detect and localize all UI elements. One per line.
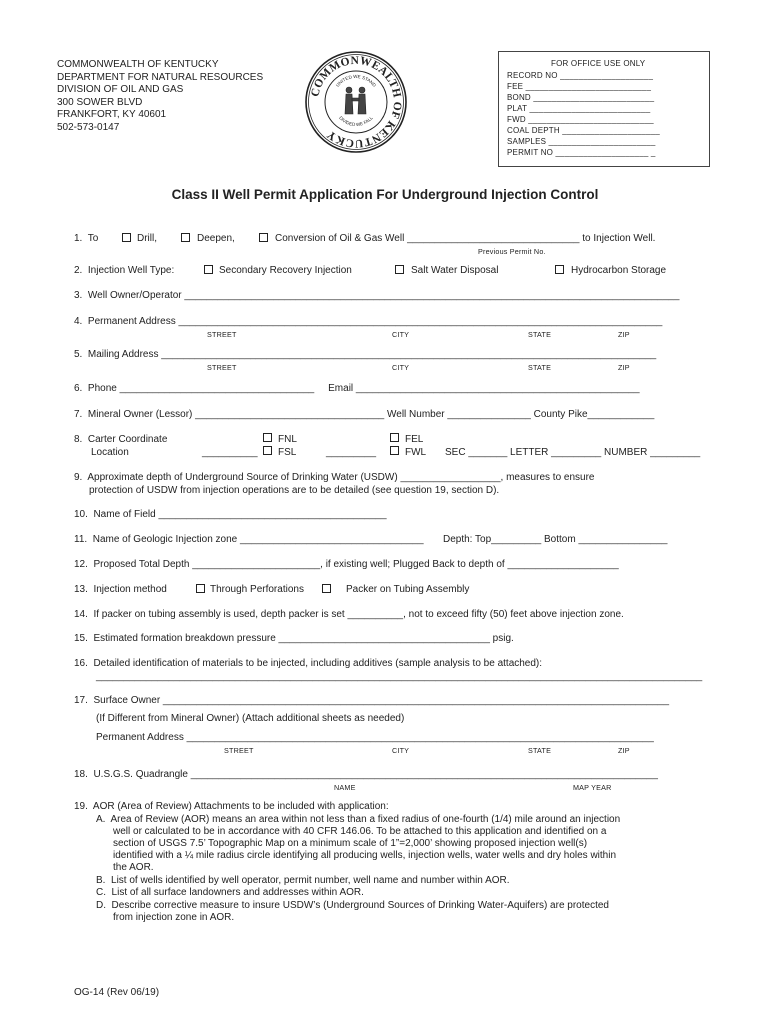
agency-line: 502-573-0147 [57,122,120,133]
svg-text:DIVIDED WE FALL [338,115,374,127]
mineral-owner-text: 7. Mineral Owner (Lessor) __________________________________ Well Number _______________ County [74,409,569,420]
aor-intro: 19. AOR (Area of Review) Attachments to be included with application: [74,801,389,812]
agency-line: DEPARTMENT FOR NATURAL RESOURCES [57,72,264,83]
aor-item-a-line: identified with a ¼ mile radius circle identifying all producing wells, injection wells, water wells and dry holes within [113,850,617,861]
sec-letter-number-field[interactable]: SEC _______ LETTER _________ NUMBER _________ [445,447,701,458]
agency-line: FRANKFORT, KY 40601 [57,109,167,120]
agency-line: COMMONWEALTH OF KENTUCKY [57,59,219,70]
materials-label: 16. Detailed identification of materials to be injected, including additives (sample analysis to be attached): [74,658,543,669]
street-caption: STREET [224,746,254,755]
svg-text:COMMONWEALTH OF KENTUCKY [309,55,403,149]
injection-method-label: 13. Injection method [74,584,167,595]
office-use-box [498,51,710,167]
coal-depth-field: COAL DEPTH _____________________ [507,126,660,135]
conversion-checkbox[interactable] [259,233,268,242]
kentucky-seal [304,50,408,154]
fnl-checkbox[interactable] [263,433,272,442]
hydrocarbon-checkbox[interactable] [555,265,564,274]
previous-permit-caption: Previous Permit No. [478,247,546,256]
q1-label: 1. To [74,233,99,244]
phone-email-field[interactable]: 6. Phone ___________________________________ Email ___________________________________________________ [74,383,640,394]
quadrangle-field[interactable]: 18. U.S.G.S. Quadrangle ____________________________________________________________________________________ [74,769,658,780]
seal-motto-top: UNITED WE STAND [334,73,378,88]
salt-water-checkbox[interactable] [395,265,404,274]
zip-caption: ZIP [618,363,630,372]
packer-checkbox[interactable] [322,584,331,593]
aor-item-c: C. List of all surface landowners and addresses within AOR. [96,887,364,898]
form-number: OG-14 (Rev 06/19) [74,987,160,998]
fsl-checkbox[interactable] [263,446,272,455]
county-tail: ____________ [587,409,655,420]
aor-item-a-line: well or calculated to be in accordance with 40 CFR 146.06. To be attached to this application and identified on a [113,826,607,837]
agency-line: 300 SOWER BLVD [57,97,143,108]
fnl-fsl-blank[interactable]: __________ [202,447,258,458]
total-depth-field[interactable]: 12. Proposed Total Depth _______________________, if existing well; Plugged Back to depth of ____________________ [74,559,619,570]
surface-owner-note: (If Different from Mineral Owner) (Attach additional sheets as needed) [96,713,405,724]
surface-owner-address-field[interactable]: Permanent Address ____________________________________________________________________________________ [96,732,654,743]
aor-item-d: D. Describe corrective measure to insure USDW’s (Underground Sources of Drinking Water-Aquifers) are protected [96,900,609,911]
permit-no-field: PERMIT NO ____________________ _ [507,148,656,157]
secondary-recovery-checkbox[interactable] [204,265,213,274]
mineral-owner-field[interactable] [74,409,654,421]
perforations-checkbox[interactable] [196,584,205,593]
drill-checkbox[interactable] [122,233,131,242]
permanent-address-field[interactable]: 4. Permanent Address _______________________________________________________________________________________ [74,316,663,327]
street-caption: STREET [207,330,237,339]
fwd-field: FWD ___________________________ [507,115,654,124]
well-owner-field[interactable]: 3. Well Owner/Operator _________________________________________________________________________________________ [74,290,680,301]
fsl-label: FSL [278,447,297,458]
zip-caption: ZIP [618,330,630,339]
state-caption: STATE [528,363,552,372]
packer-depth-field[interactable]: 14. If packer on tubing assembly is used, depth packer is set __________, not to exceed fifty (50) feet above injection zone. [74,609,624,620]
svg-text:UNITED WE STAND [335,74,378,88]
packer-label: Packer on Tubing Assembly [346,584,470,595]
carter-coordinate-label: 8. Carter Coordinate [74,434,168,445]
samples-field: SAMPLES _______________________ [507,137,656,146]
field-name-field[interactable]: 10. Name of Field _________________________________________ [74,509,387,520]
fel-fwl-blank[interactable]: _________ [326,447,377,458]
record-no-field: RECORD NO ____________________ [507,71,654,80]
bond-field: BOND __________________________ [507,93,655,102]
drill-label: Drill, [137,233,157,244]
usdw-depth-note: protection of USDW from injection operations are to be detailed (see question 19, section D). [89,485,500,496]
plat-field: PLAT __________________________ [507,104,651,113]
form-title: Class II Well Permit Application For Underground Injection Control [171,187,599,202]
fel-checkbox[interactable] [390,433,399,442]
county-value: Pike [568,409,588,420]
surface-owner-field[interactable]: 17. Surface Owner ___________________________________________________________________________________________ [74,695,670,706]
perforations-label: Through Perforations [210,584,304,595]
seal-motto-bottom: DIVIDED WE FALL [338,115,374,128]
fnl-label: FNL [278,434,297,445]
deepen-label: Deepen, [197,233,235,244]
breakdown-pressure-field[interactable]: 15. Estimated formation breakdown pressure ______________________________________ psig. [74,633,514,644]
city-caption: CITY [392,363,410,372]
street-caption: STREET [207,363,237,372]
usdw-depth-field[interactable]: 9. Approximate depth of Underground Source of Drinking Water (USDW) __________________, measures to ensure [74,472,595,483]
aor-item-a-line: the AOR. [113,862,154,873]
city-caption: CITY [392,330,410,339]
office-use-title: FOR OFFICE USE ONLY [551,59,646,68]
fel-label: FEL [405,434,424,445]
aor-item-d-line: from injection zone in AOR. [113,912,235,923]
secondary-recovery-label: Secondary Recovery Injection [219,265,352,276]
fwl-label: FWL [405,447,427,458]
agency-line: DIVISION OF OIL AND GAS [57,84,184,95]
quadrangle-name-caption: NAME [334,783,356,792]
location-label: Location [91,447,129,458]
map-year-caption: MAP YEAR [573,783,612,792]
conversion-field[interactable]: Conversion of Oil & Gas Well _______________________________ to Injection Well. [275,233,656,244]
seal-outer-text: COMMONWEALTH OF KENTUCKY [309,54,404,150]
fwl-checkbox[interactable] [390,446,399,455]
hydrocarbon-label: Hydrocarbon Storage [571,265,667,276]
aor-item-a: A. Area of Review (AOR) means an area within not less than a fixed radius of one-fourth (1/4) mile around an injection [96,814,621,825]
mailing-address-field[interactable]: 5. Mailing Address _________________________________________________________________________________________ [74,349,657,360]
q2-label: 2. Injection Well Type: [74,265,175,276]
geologic-zone-field[interactable]: 11. Name of Geologic Injection zone _________________________________ Depth: Top_________ Bottom ________________ [74,534,668,545]
city-caption: CITY [392,746,410,755]
fee-field: FEE ___________________________ [507,82,652,91]
state-caption: STATE [528,746,552,755]
materials-field[interactable]: _____________________________________________________________________________________________________________ [96,671,703,682]
aor-item-b: B. List of wells identified by well operator, permit number, well name and number within AOR. [96,875,510,886]
aor-item-a-line: section of USGS 7.5’ Topographic Map on a minimum scale of 1”=2,000’ showing proposed injection well(s) [113,838,588,849]
zip-caption: ZIP [618,746,630,755]
deepen-checkbox[interactable] [181,233,190,242]
salt-water-label: Salt Water Disposal [411,265,499,276]
state-caption: STATE [528,330,552,339]
